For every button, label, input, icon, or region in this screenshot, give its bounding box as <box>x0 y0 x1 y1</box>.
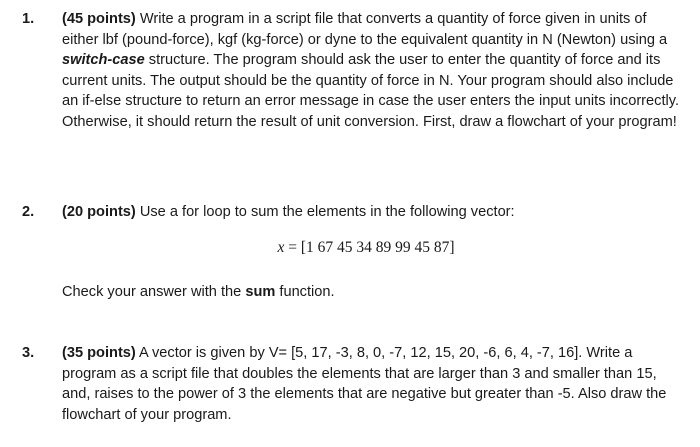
problem-3 <box>22 343 682 425</box>
equation-variable: x <box>277 239 285 256</box>
points-label: (20 points) <box>62 204 136 220</box>
problem-text <box>62 343 682 425</box>
problem-text <box>62 9 682 132</box>
problem-text <box>62 202 682 223</box>
problem-text-part: Write a program in a script file that converts a quantity of force given in units of either lbf (pound-force), kgf (kg-force) or dyne to the equivalent quantity in N (Newton) using a <box>62 11 668 48</box>
check-text: Check your answer with the <box>62 284 246 300</box>
problem-text-part: Use a for loop to sum the elements in the following vector: <box>135 204 515 220</box>
problem-2 <box>22 202 682 223</box>
problem-text-part: A vector is given by V= [5, 17, -3, 8, 0, -7, 12, 15, 20, -6, 6, 4, -7, 16]. Write a program as a script file that doubles the elements that are larger than 3 and smaller than 15, and, raises to the power of 3 the elements that are negative but greater than -5. Also draw the flowchart of your program. <box>62 345 667 423</box>
problem-text-part: structure. The program should ask the user to enter the quantity of force and its current units. The output should be the quantity of force in N. Your program should also include an if-else structure to return an error message in case the user enters the input units incorrectly. Otherwise, it should return the result of unit conversion. First, draw a flowchart of your program! <box>62 52 680 130</box>
check-instruction <box>62 282 335 303</box>
vector-equation <box>0 239 700 257</box>
check-text: function. <box>275 284 335 300</box>
problem-number: 3. <box>22 345 35 361</box>
problem-number: 2. <box>22 204 35 220</box>
equation-vector: = [1 67 45 34 89 99 45 87] <box>284 239 455 256</box>
emphasis-term: switch-case <box>62 52 145 68</box>
points-label: (45 points) <box>62 11 136 27</box>
problem-number: 1. <box>22 11 35 27</box>
function-name: sum <box>245 284 276 300</box>
points-label: (35 points) <box>62 345 136 361</box>
problem-1 <box>22 9 682 132</box>
